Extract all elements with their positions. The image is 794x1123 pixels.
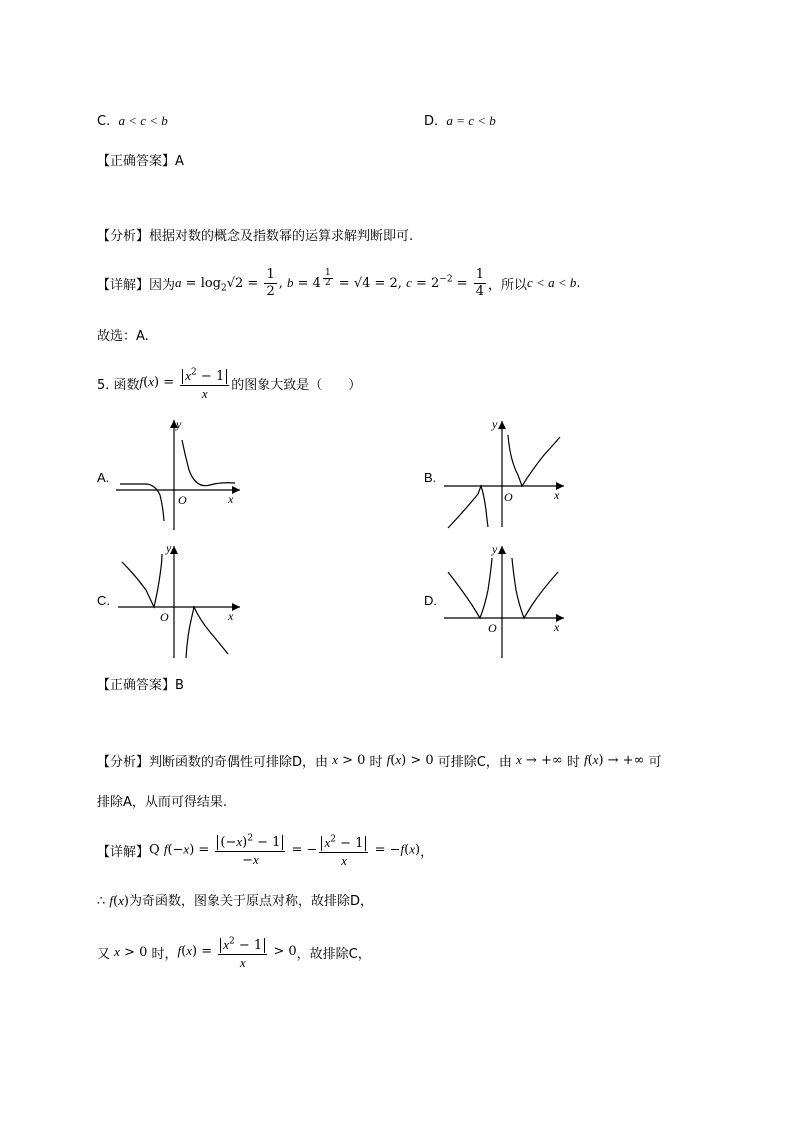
svg-text:x: x [228, 609, 234, 623]
svg-text:x: x [554, 620, 560, 634]
svg-text:O: O [504, 490, 513, 504]
q5-analysis-line2: 排除A，从而可得结果. [97, 795, 228, 810]
svg-text:O: O [178, 493, 187, 507]
svg-text:O: O [488, 621, 497, 635]
graph-b [440, 415, 570, 535]
option-c-expr: a < c < b [118, 113, 168, 128]
graph-a [110, 415, 250, 535]
svg-text:O: O [160, 610, 169, 624]
q5-question: 5. 函数 f(x) = $\frac{x^2 - 1}{x}$ 的图象大致是（ ） [97, 360, 361, 406]
q4-answer: 【正确答案】A [97, 154, 184, 169]
q4-detail: 【详解】 因为 $a = \log_2√2$ = $\frac{1}{2}$ , b = 4 $^{\frac{1}{2}}$ = √4 = 2, $c = 2^{-2}$ = $\frac{1}{4}$ ，所以 c < a < b . [97, 266, 581, 299]
svg-text:y: y [492, 417, 498, 431]
q4-choose: 故选：A. [97, 329, 149, 344]
graph-b-label: B. [424, 470, 437, 485]
graph-c [110, 540, 250, 660]
graph-c-label: C. [97, 593, 110, 608]
q5-also: 又 x > 0 时， f(x) = $\frac{x^2 - 1}{x}$ > 0 ，故排除C， [97, 928, 371, 976]
q5-answer: 【正确答案】B [97, 678, 184, 693]
svg-text:y: y [176, 417, 182, 431]
q5-detail-formula: Q f(−x) = $\frac{(-x)^2 - 1}{-x}$ = − $\frac{x^2 - 1}{x}$ = −f(x) [149, 831, 420, 869]
graph-d [440, 540, 570, 660]
option-d: D. a = c < b [424, 113, 496, 129]
q4-formula: $a = \log_2√2$ = $\frac{1}{2}$ , b = 4 $^{\frac{1}{2}}$ = √4 = 2, $c = 2^{-2}$ = $\frac{1}{4}$ [175, 266, 485, 299]
q5-function: f(x) = $\frac{x^2 - 1}{x}$ [140, 364, 232, 401]
svg-text:x: x [554, 488, 560, 502]
q5-odd: ∴ f(x)为奇函数，图象关于原点对称，故排除D， [97, 893, 373, 909]
graph-d-label: D. [424, 593, 437, 608]
svg-text:y: y [492, 542, 498, 556]
q5-analysis: 【分析】 判断函数的奇偶性可排除D，由 x > 0 时 f(x) > 0 可排除C，由 x → +∞ 时 f(x) → +∞ 可 [97, 752, 662, 770]
graph-a-label: A. [97, 470, 110, 485]
q5-detail: 【详解】 Q f(−x) = $\frac{(-x)^2 - 1}{-x}$ = − $\frac{x^2 - 1}{x}$ = −f(x) ， [97, 826, 433, 874]
option-d-expr: a = c < b [446, 113, 496, 128]
option-c: C. a < c < b [97, 113, 168, 129]
q4-analysis: 【分析】根据对数的概念及指数幂的运算求解判断即可. [97, 229, 414, 244]
svg-text:y: y [166, 541, 172, 555]
svg-text:x: x [228, 492, 234, 506]
